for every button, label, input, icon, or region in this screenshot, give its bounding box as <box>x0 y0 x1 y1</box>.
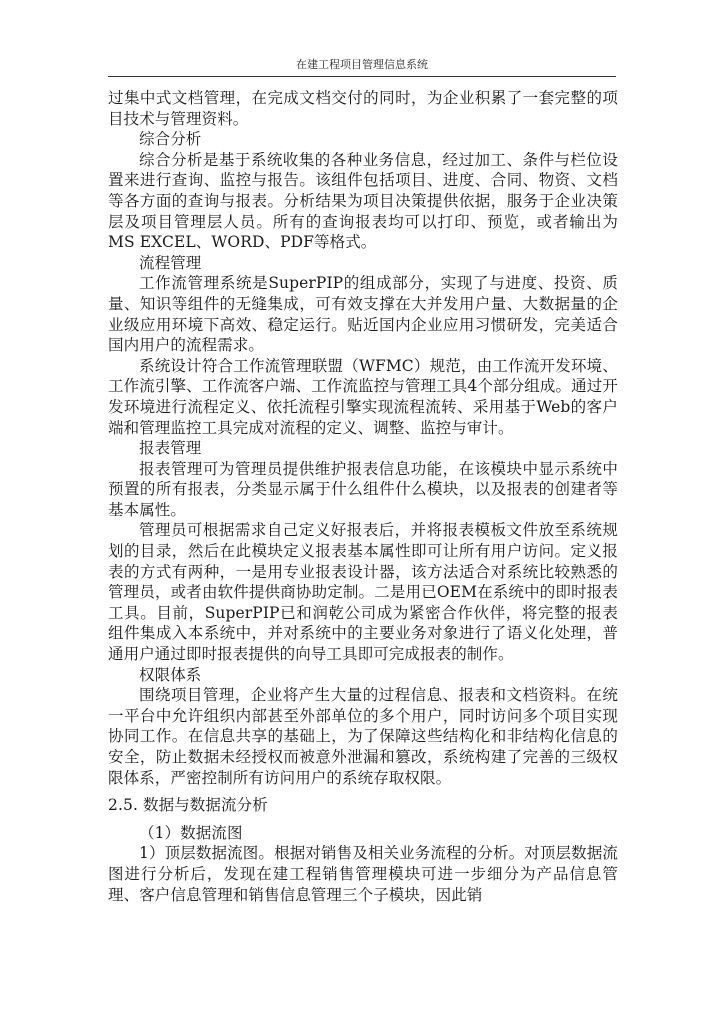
subheading-data-flow-diagram: （1）数据流图 <box>139 823 243 842</box>
subheading-permission-system: 权限体系 <box>139 665 202 684</box>
paragraph-report-1: 报表管理可为管理员提供维护报表信息功能，在该模块中显示系统中预置的所有报表，分类显示属于什么组件什么模块，以及报表的创建者等基本属性。 <box>108 459 618 519</box>
paragraph-comprehensive-analysis: 综合分析是基于系统收集的各种业务信息，经过加工、条件与栏位设置来进行查询、监控与报告。该组件包括项目、进度、合同、物资、文档等各方面的查询与报表。分析结果为项目决策提供依据，服务于企业决策层及项目管理层人员。所有的查询报表均可以打印、预览，或者输出为MS EXCEL、WORD、PDF等格式。 <box>108 150 618 252</box>
subheading-workflow-management: 流程管理 <box>139 253 202 272</box>
subheading-report-management: 报表管理 <box>139 439 202 458</box>
subheading-comprehensive-analysis: 综合分析 <box>139 130 202 149</box>
paragraph-permission-system: 围绕项目管理，企业将产生大量的过程信息、报表和文档资料。在统一平台中允许组织内部甚至外部单位的多个用户，同时访问多个项目实现协同工作。在信息共享的基础上，为了保障这些结构化和非结构化信息的安全，防止数据未经授权而被意外泄漏和篡改，系统构建了完善的三级权限体系，严密控制所有访问用户的系统存取权限。 <box>108 686 618 787</box>
paragraph-workflow-2: 系统设计符合工作流管理联盟（WFMC）规范，由工作流开发环境、工作流引擎、工作流客户端、工作流监控与管理工具4个部分组成。通过开发环境进行流程定义、依托流程引擎实现流程流转、采用基于Web的客户端和管理监控工具完成对流程的定义、调整、监控与审计。 <box>108 356 618 437</box>
paragraph-continuation: 过集中式文档管理，在完成文档交付的同时，为企业积累了一套完整的项目技术与管理资料。 <box>108 89 618 128</box>
page-header: 在建工程项目管理信息系统 <box>296 58 428 71</box>
document-body <box>108 88 618 905</box>
header-divider <box>108 76 616 77</box>
section-heading-data-flow: 2.5. 数据与数据流分析 <box>108 796 268 815</box>
paragraph-top-level-dfd: 1）顶层数据流图。根据对销售及相关业务流程的分析。对顶层数据流图进行分析后，发现在建工程销售管理模块可进一步细分为产品信息管理、客户信息管理和销售信息管理三个子模块，因此销 <box>108 844 618 904</box>
paragraph-report-2: 管理员可根据需求自己定义好报表后，并将报表模板文件放至系统规划的目录，然后在此模块定义报表基本属性即可让所有用户访问。定义报表的方式有两种，一是用专业报表设计器，该方法适合对系统比较熟悉的管理员，或者由软件提供商协助定制。二是用已OEM在系统中的即时报表工具。目前，SuperPIP已和润乾公司成为紧密合作伙伴，将完整的报表组件集成入本系统中，并对系统中的主要业务对象进行了语义化处理，普通用户通过即时报表提供的向导工具即可完成报表的制作。 <box>108 521 618 664</box>
paragraph-workflow-1: 工作流管理系统是SuperPIP的组成部分，实现了与进度、投资、质量、知识等组件的无缝集成，可有效支撑在大并发用户量、大数据量的企业级应用环境下高效、稳定运行。贴近国内企业应用习惯研发，完美适合国内用户的流程需求。 <box>108 274 618 355</box>
